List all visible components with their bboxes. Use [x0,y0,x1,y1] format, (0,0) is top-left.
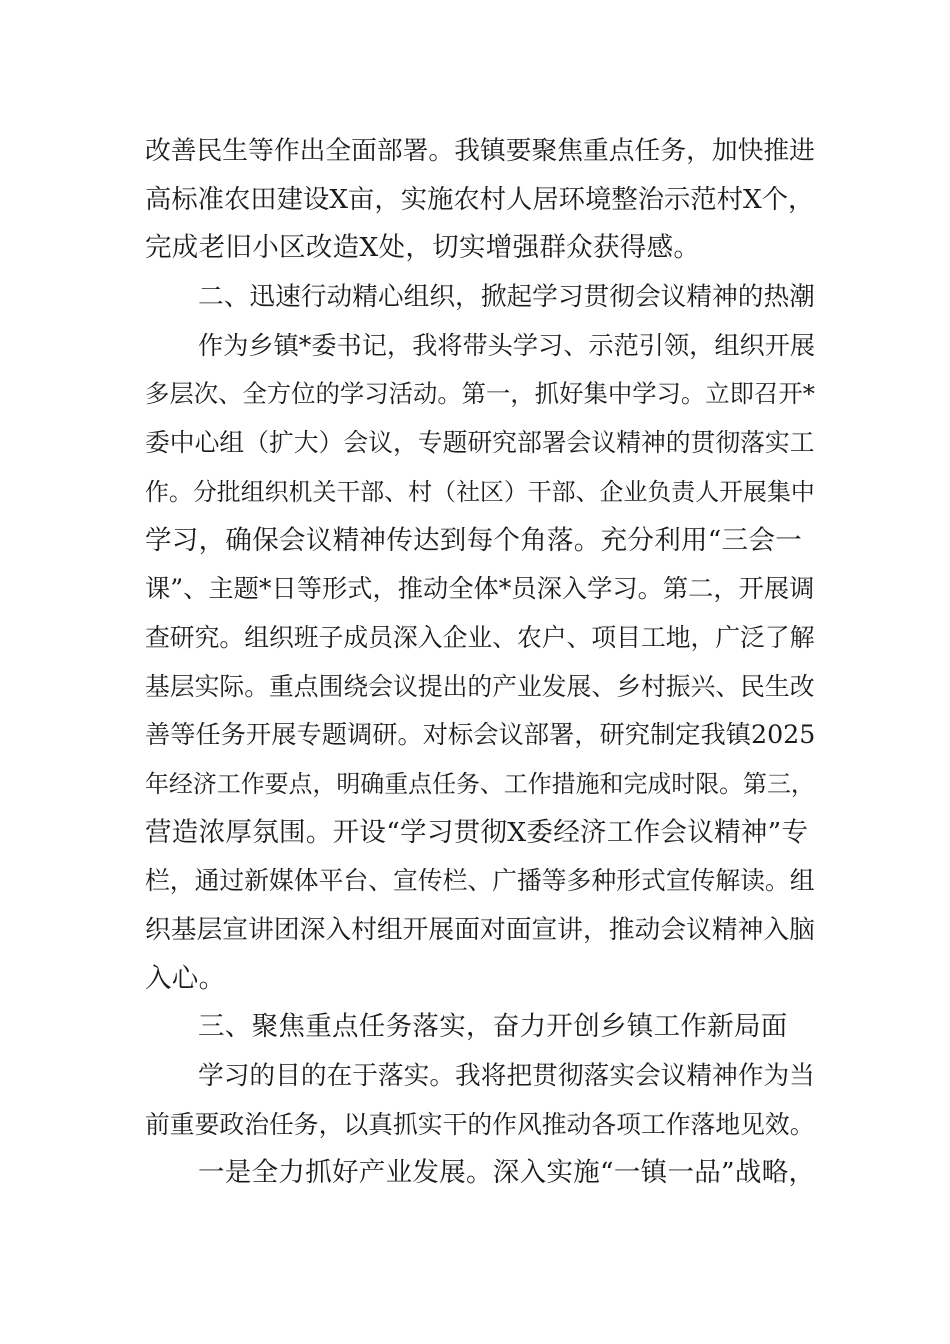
text-line: 善等任务开展专题调研。对标会议部署，研究制定我镇2025 [145,720,816,750]
section-heading-3: 三、聚焦重点任务落实，奋力开创乡镇工作新局面 [198,1011,788,1043]
text-line: 作为乡镇*委书记，我将带头学习、示范引领，组织开展 [198,330,816,360]
text-line: 学习，确保会议精神传达到每个角落。充分利用“三会一 [145,524,803,556]
text-line: 高标准农田建设X亩，实施农村人居环境整治示范村X个， [145,184,815,215]
text-line: 入心。 [145,962,226,994]
text-line: 查研究。组织班子成员深入企业、农户、项目工地，广泛了解 [145,622,815,652]
text-line: 学习的目的在于落实。我将把贯彻落实会议精神作为当 [198,1061,815,1092]
text-line: 基层实际。重点围绕会议提出的产业发展、乡村振兴、民生改 [145,671,815,701]
text-line: 前重要政治任务，以真抓实干的作风推动各项工作落地见效。 [145,1109,815,1139]
text-line: 改善民生等作出全面部署。我镇要聚焦重点任务，加快推进 [145,136,815,166]
text-line: 完成老旧小区改造X处，切实增强群众获得感。 [145,232,701,264]
text-line: 年经济工作要点，明确重点任务、工作措施和完成时限。第三， [145,769,815,798]
text-line: 一是全力抓好产业发展。深入实施“一镇一品”战略， [198,1157,816,1189]
text-line: 栏，通过新媒体平台、宣传栏、广播等多种形式宣传解读。组 [145,866,815,896]
text-line: 作。分批组织机关干部、村（社区）干部、企业负责人开展集中 [145,477,815,506]
text-line: 多层次、全方位的学习活动。第一，抓好集中学习。立即召开* [145,379,815,409]
text-line: 委中心组（扩大）会议，专题研究部署会议精神的贯彻落实工 [145,428,815,458]
text-line: 织基层宣讲团深入村组开展面对面宣讲，推动会议精神入脑 [145,915,815,945]
text-line: 课”、主题*日等形式，推动全体*员深入学习。第二，开展调 [145,574,815,604]
document-body [145,127,815,1198]
section-heading-2: 二、迅速行动精心组织，掀起学习贯彻会议精神的热潮 [198,282,815,313]
text-line: 营造浓厚氛围。开设“学习贯彻X委经济工作会议精神”专 [145,816,809,848]
